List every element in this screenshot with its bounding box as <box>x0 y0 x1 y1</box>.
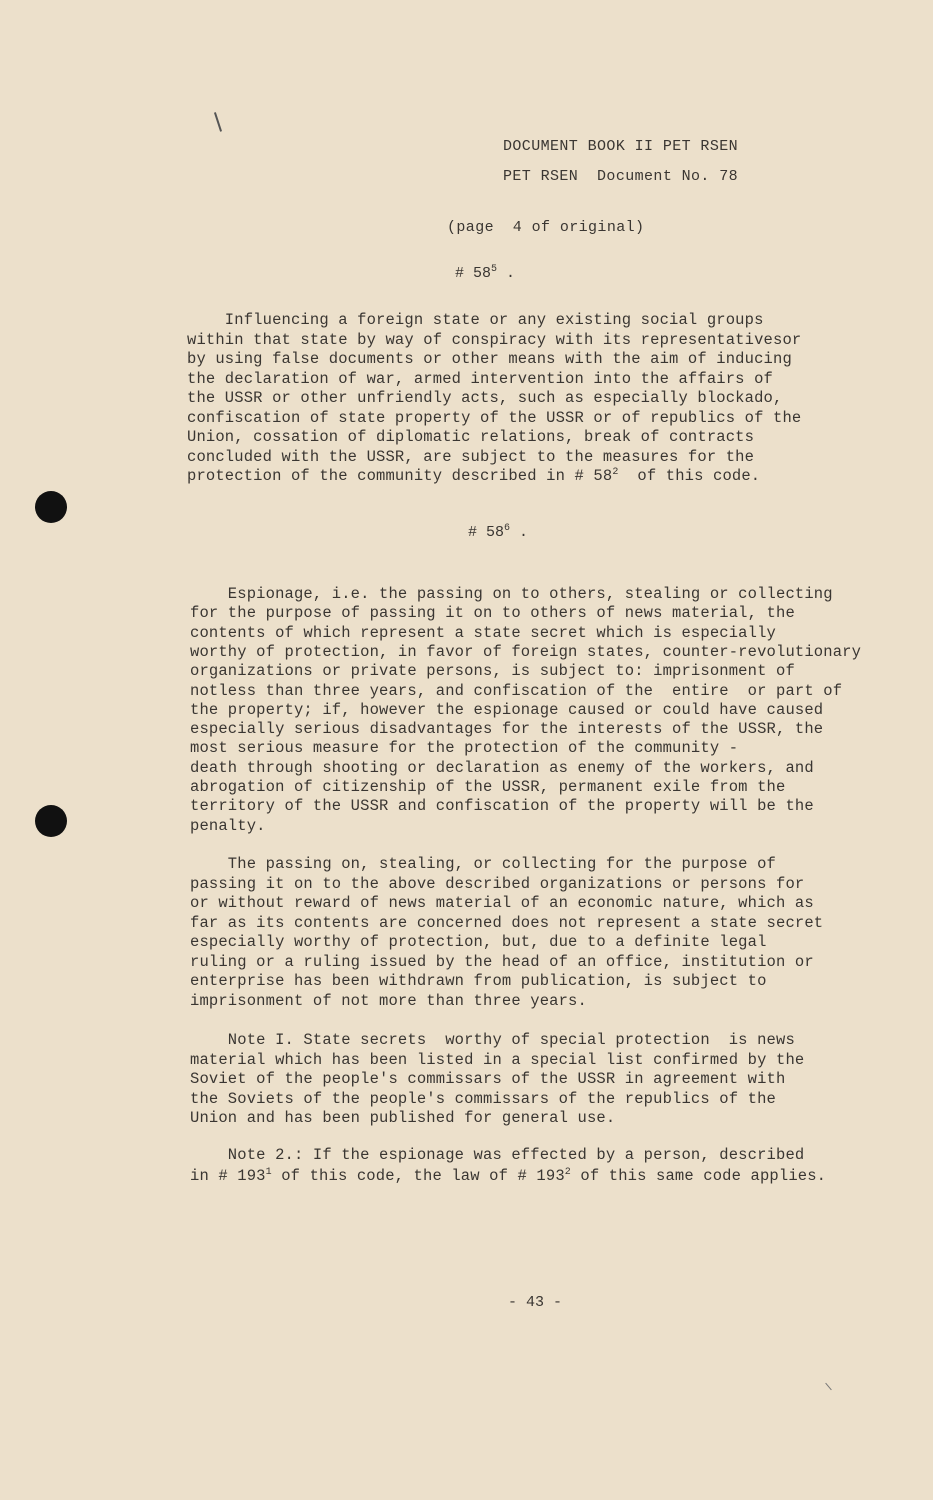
document-book-title: DOCUMENT BOOK II PET RSEN <box>503 138 739 155</box>
document-number: PET RSEN Document No. 78 <box>503 168 739 185</box>
paragraph-line: notless than three years, and confiscation of the entire or part of <box>190 681 843 700</box>
paragraph-line: within that state by way of conspiracy with its representativesor <box>187 330 802 349</box>
paragraph-line: protection of the community described in # $58^2$ of this code. <box>187 466 761 485</box>
paragraph-line: far as its contents are concerned does not represent a state secret <box>190 913 824 932</box>
paragraph-line: penalty. <box>190 816 266 835</box>
paragraph-line: ruling or a ruling issued by the head of an office, institution or <box>190 952 814 971</box>
paragraph-line: Union, cossation of diplomatic relations, break of contracts <box>187 428 755 446</box>
paragraph-line: the declaration of war, armed intervention into the affairs of <box>187 369 773 388</box>
paragraph-line: worthy of protection, in favor of foreign states, counter-revolutionary <box>190 642 862 661</box>
paragraph-line: the USSR or other unfriendly acts, such as especially blockado, <box>187 389 783 407</box>
paragraph-line: death through shooting or declaration as enemy of the workers, and <box>190 758 814 777</box>
paragraph-line: organizations or private persons, is subject to: imprisonment of <box>190 662 795 681</box>
paragraph-line: abrogation of citizenship of the USSR, permanent exile from the <box>190 778 786 796</box>
paragraph-line: by using false documents or other means with the aim of inducing <box>187 350 792 368</box>
section-heading: # $58^6$ . <box>468 523 529 541</box>
note-line: Union and has been published for general use. <box>190 1109 616 1127</box>
paragraph-line: passing it on to the above described organizations or persons for <box>190 874 805 893</box>
paragraph-line: contents of which represent a state secret which is especially <box>190 623 776 642</box>
paragraph-line: confiscation of state property of the USSR or of republics of the <box>187 408 802 427</box>
paragraph-line: enterprise has been withdrawn from publication, is subject to <box>190 972 767 990</box>
paragraph-line: concluded with the USSR, are subject to the measures for the <box>187 447 755 466</box>
paragraph-line: especially serious disadvantages for the interests of the USSR, the <box>190 720 824 739</box>
pen-mark <box>825 1383 832 1391</box>
punch-hole <box>35 491 67 523</box>
paragraph-line: Espionage, i.e. the passing on to others, stealing or collecting <box>190 585 833 603</box>
note-line: the Soviets of the people's commissars of the republics of the <box>190 1089 776 1108</box>
note-line: in # $193^1$ of this code, the law of # $193^2$ of this same code applies. <box>190 1166 827 1185</box>
paragraph-line: The passing on, stealing, or collecting for the purpose of <box>190 855 776 873</box>
page-number: - 43 - <box>508 1294 563 1311</box>
paragraph-line: especially worthy of protection, but, due to a definite legal <box>190 933 767 951</box>
section-heading: # $58^5$ . <box>455 264 516 282</box>
punch-hole <box>35 805 67 837</box>
paragraph-line: most serious measure for the protection of the community - <box>190 739 739 758</box>
paragraph-line: for the purpose of passing it on to others of news material, the <box>190 604 795 623</box>
paragraph-line: territory of the USSR and confiscation of the property will be the <box>190 797 814 816</box>
pen-mark <box>214 112 222 131</box>
note-line: Note I. State secrets worthy of special protection is news <box>190 1031 795 1049</box>
note-line: Note 2.: If the espionage was effected by a person, described <box>190 1146 805 1164</box>
paragraph-line: or without reward of news material of an economic nature, which as <box>190 894 814 912</box>
paragraph-line: Influencing a foreign state or any existing social groups <box>187 311 764 329</box>
note-line: material which has been listed in a special list confirmed by the <box>190 1050 805 1069</box>
paragraph-line: the property; if, however the espionage caused or could have caused <box>190 700 824 719</box>
paragraph-line: imprisonment of not more than three years. <box>190 991 587 1010</box>
page-of-original: (page 4 of original) <box>447 219 645 236</box>
note-line: Soviet of the people's commissars of the USSR in agreement with <box>190 1070 786 1088</box>
